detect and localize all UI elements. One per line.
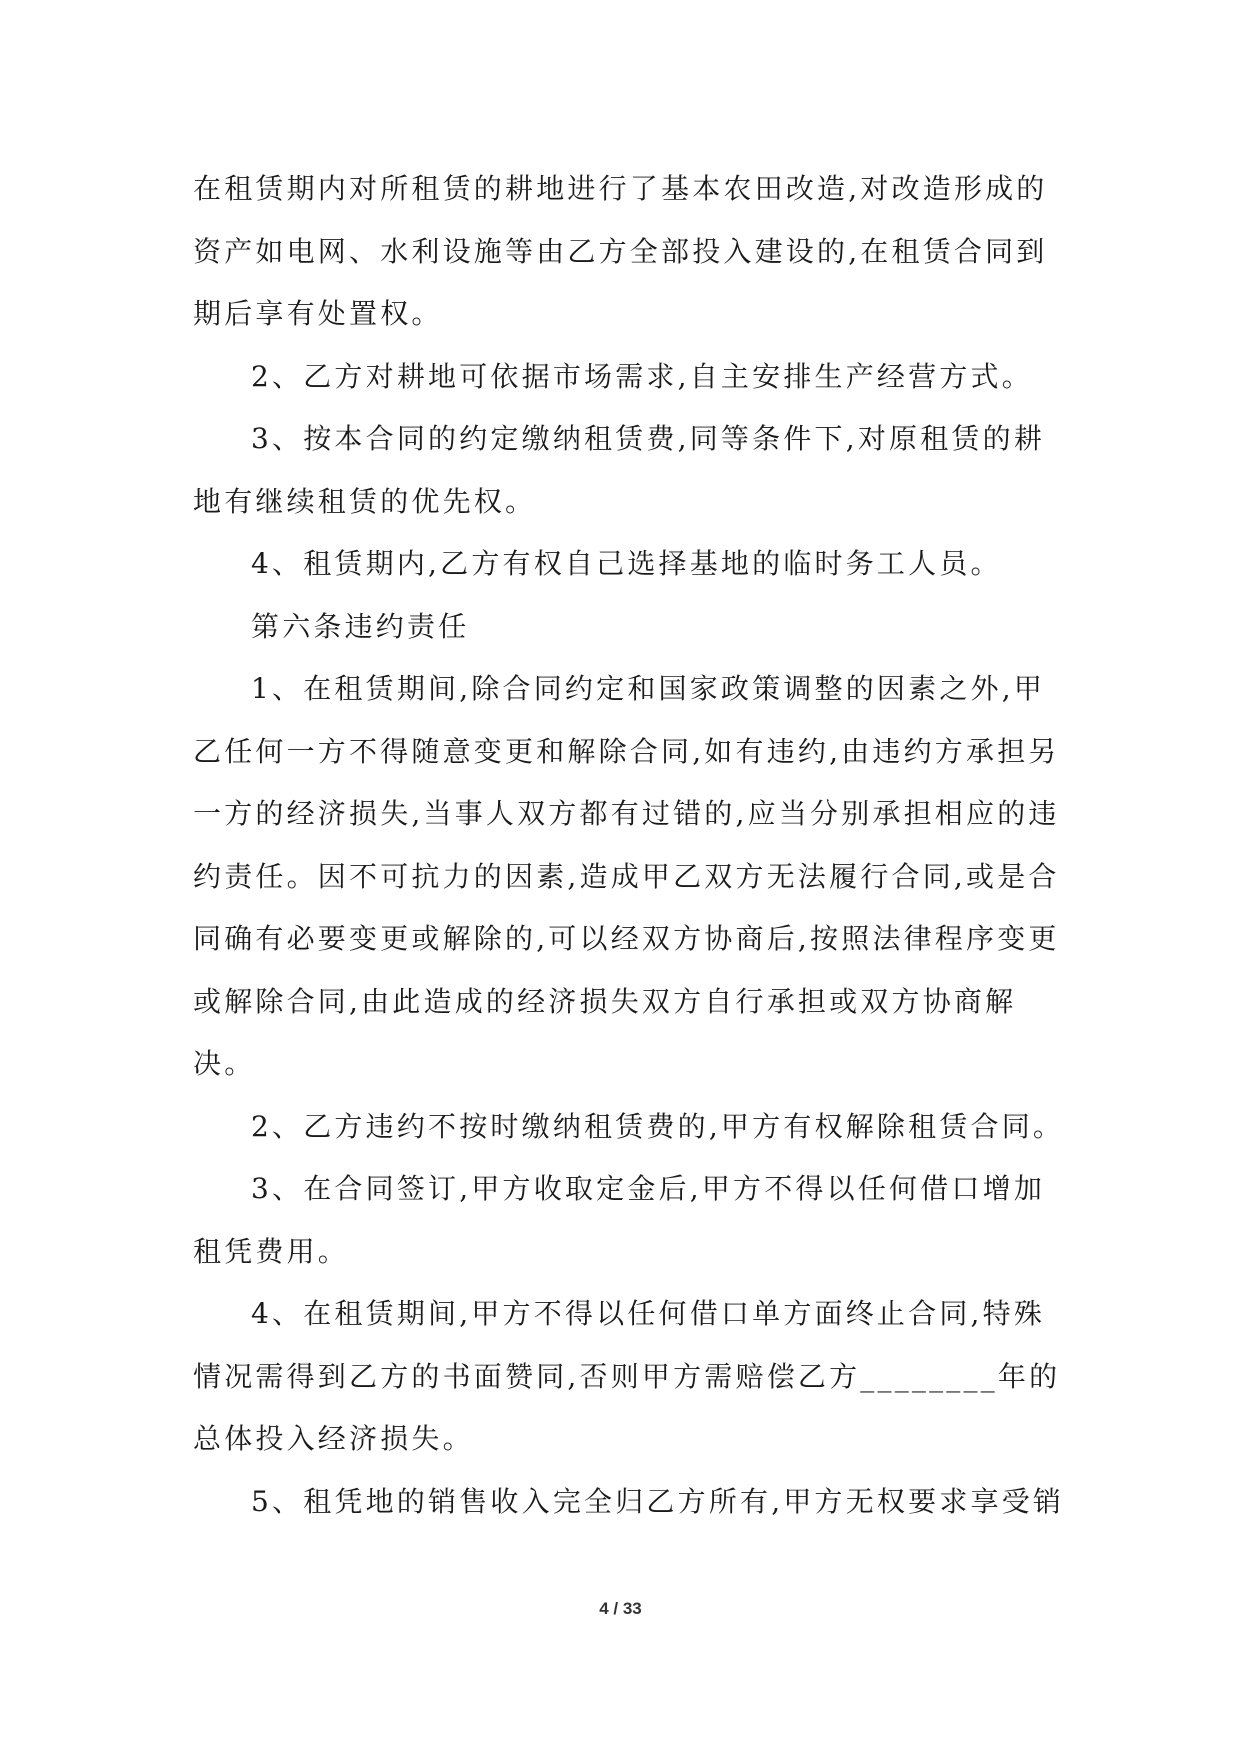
page-number: 4 / 33 — [599, 1599, 642, 1618]
paragraph-breach-3: 3、在合同签订,甲方收取定金后,甲方不得以任何借口增加租凭费用。 — [193, 1172, 1046, 1268]
paragraph-item-3: 3、按本合同的约定缴纳租赁费,同等条件下,对原租赁的耕地有继续租赁的优先权。 — [193, 422, 1046, 518]
paragraph-item-2: 2、乙方对耕地可依据市场需求,自主安排生产经营方式。 — [251, 359, 1033, 393]
paragraph-continuation: 在租赁期内对所租赁的耕地进行了基本农田改造,对改造形成的资产如电网、水利设施等由乙方全部投入建设的,在租赁合同到期后享有处置权。 — [193, 172, 1048, 330]
document-body — [193, 158, 1065, 1533]
paragraph-breach-2: 2、乙方违约不按时缴纳租赁费的,甲方有权解除租赁合同。 — [251, 1109, 1065, 1143]
section-heading: 第六条违约责任 — [251, 609, 470, 643]
paragraph-item-4: 4、租赁期内,乙方有权自己选择基地的临时务工人员。 — [251, 547, 1002, 580]
paragraph-breach-5: 5、租凭地的销售收入完全归乙方所有,甲方无权要求享受销 — [251, 1484, 1065, 1518]
paragraph-breach-4: 4、在租赁期间,甲方不得以任何借口单方面终止合同,特殊情况需得到乙方的书面赞同,否则甲方需赔偿乙方________年的总体投入经济损失。 — [193, 1297, 1061, 1455]
paragraph-breach-1: 1、在租赁期间,除合同约定和国家政策调整的因素之外,甲乙任何一方不得随意变更和解除合同,如有违约,由违约方承担另一方的经济损失,当事人双方都有过错的,应当分别承担相应的违约责任。因不可抗力的因素,造成甲乙双方无法履行合同,或是合同确有必要变更或解除的,可以经双方协商后,按照法律程序变更或解除合同,由此造成的经济损失双方自行承担或双方协商解决。 — [193, 672, 1060, 1080]
